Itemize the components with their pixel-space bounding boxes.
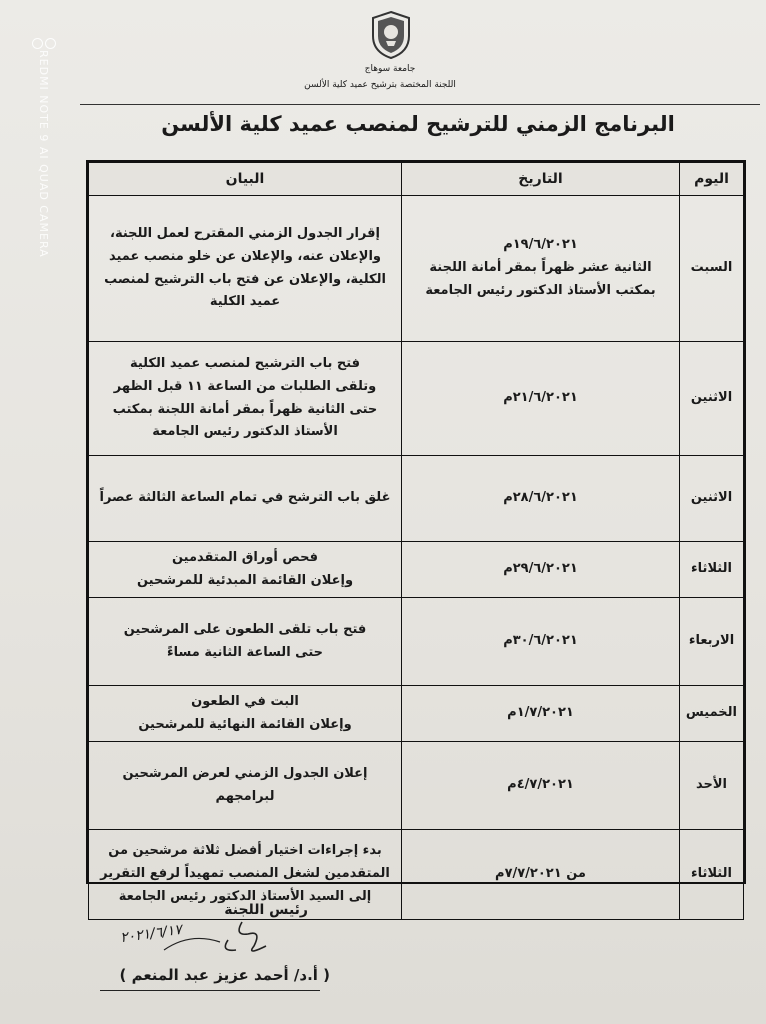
- row-description: [89, 342, 402, 456]
- header-description: البيان: [89, 163, 402, 196]
- row-date: [402, 830, 680, 920]
- row-description-line: الأستاذ الدكتور رئيس الجامعة: [152, 424, 338, 440]
- header-divider: [80, 104, 760, 105]
- signature-block: [90, 896, 330, 1006]
- signature-title: رئيس اللجنة: [224, 902, 308, 918]
- document-title: البرنامج الزمني للترشيح لمنصب عميد كلية الألسن: [161, 112, 675, 136]
- row-description-line: بدء إجراءات اختيار أفضل ثلاثة مرشحين من: [108, 843, 382, 859]
- row-description-line: لبرامجهم: [215, 788, 275, 804]
- table-row: [89, 196, 744, 342]
- row-description-line: المتقدمين لشغل المنصب تمهيداً لرفع التقرير: [100, 866, 390, 882]
- row-day: الاثنين: [680, 456, 744, 542]
- row-day: الأحد: [680, 742, 744, 830]
- table-row: [89, 686, 744, 742]
- signature-underline: [100, 990, 320, 991]
- row-date-line: ٢٨/٦/٢٠٢١م: [503, 490, 578, 506]
- row-date-line: ٢٩/٦/٢٠٢١م: [503, 561, 578, 577]
- row-description-line: فحص أوراق المتقدمين: [171, 549, 319, 565]
- row-description-line: البت في الطعون: [191, 693, 299, 709]
- row-description-line: عميد الكلية: [209, 294, 281, 310]
- row-day: الخميس: [680, 686, 744, 742]
- row-description-line: والإعلان عنه، والإعلان عن خلو منصب عميد: [108, 248, 382, 264]
- row-date: [402, 196, 680, 342]
- table-row: [89, 742, 744, 830]
- row-description: [89, 742, 402, 830]
- row-description-line: وإعلان القائمة النهائية للمرشحين: [138, 716, 352, 732]
- row-date: [402, 456, 680, 542]
- row-description-line: الكلية، والإعلان عن فتح باب الترشيح لمنصب: [104, 271, 386, 287]
- row-date-line: ٢١/٦/٢٠٢١م: [503, 390, 578, 406]
- handwritten-date: ٢٠٢١/٦/١٧: [119, 921, 183, 947]
- row-description: [89, 456, 402, 542]
- row-date: [402, 742, 680, 830]
- row-description-line: حتى الساعة الثانية مساءً: [166, 644, 324, 660]
- row-day: الثلاثاء: [680, 542, 744, 598]
- university-logo-icon: [369, 10, 413, 60]
- row-date-line: ١٩/٦/٢٠٢١م: [503, 237, 578, 253]
- row-description-line: إقرار الجدول الزمني المقترح لعمل اللجنة،: [110, 226, 380, 241]
- camera-watermark: REDMI NOTE 9 AI QUAD CAMERA: [37, 50, 50, 258]
- row-description-line: فتح باب تلقى الطعون على المرشحين: [123, 621, 367, 637]
- schedule-table: [86, 160, 746, 904]
- row-description-line: حتى الثانية ظهراً بمقر أمانة اللجنة بمكتب: [112, 401, 378, 417]
- row-day: الاربعاء: [680, 598, 744, 686]
- row-date: [402, 598, 680, 686]
- row-day: الثلاثاء: [680, 830, 744, 920]
- table-header-row: [89, 163, 744, 196]
- chairman-name: ( أ.د/ أحمد عزيز عبد المنعم ): [119, 966, 330, 984]
- university-name: جامعة سوهاج: [364, 64, 416, 74]
- row-description: [89, 686, 402, 742]
- header-date: التاريخ: [402, 163, 680, 196]
- committee-name: اللجنة المختصة بترشيح عميد كلية الألسن: [304, 80, 456, 90]
- row-description-line: وتلقى الطلبات من الساعة ١١ قبل الظهر: [113, 378, 377, 394]
- row-date: [402, 542, 680, 598]
- row-date-line: ١/٧/٢٠٢١م: [507, 705, 574, 721]
- row-description-line: فتح باب الترشيح لمنصب عميد الكلية: [129, 356, 361, 371]
- row-date-line: ٤/٧/٢٠٢١م: [507, 777, 574, 793]
- table-row: [89, 342, 744, 456]
- row-description-line: إلى السيد الأستاذ الدكتور رئيس الجامعة: [118, 888, 372, 904]
- row-date-line: الثانية عشر ظهراً بمقر أمانة اللجنة: [429, 260, 652, 276]
- table-row: [89, 598, 744, 686]
- row-description-line: وإعلان القائمة المبدئية للمرشحين: [136, 572, 354, 588]
- row-description-line: إعلان الجدول الزمني لعرض المرشحين: [122, 765, 368, 781]
- row-date: [402, 342, 680, 456]
- row-description: [89, 542, 402, 598]
- row-day: السبت: [680, 196, 744, 342]
- row-description: [89, 598, 402, 686]
- row-date-line: ٣٠/٦/٢٠٢١م: [503, 633, 578, 649]
- row-day: الاثنين: [680, 342, 744, 456]
- table-row: [89, 456, 744, 542]
- row-date-line: من ٧/٧/٢٠٢١م: [495, 866, 586, 882]
- row-date-line: بمكتب الأستاذ الدكتور رئيس الجامعة: [425, 282, 656, 298]
- row-description-line: غلق باب الترشح في تمام الساعة الثالثة عصراً: [99, 490, 391, 506]
- row-date: [402, 686, 680, 742]
- table-row: [89, 542, 744, 598]
- header-day: اليوم: [680, 163, 744, 196]
- row-description: [89, 196, 402, 342]
